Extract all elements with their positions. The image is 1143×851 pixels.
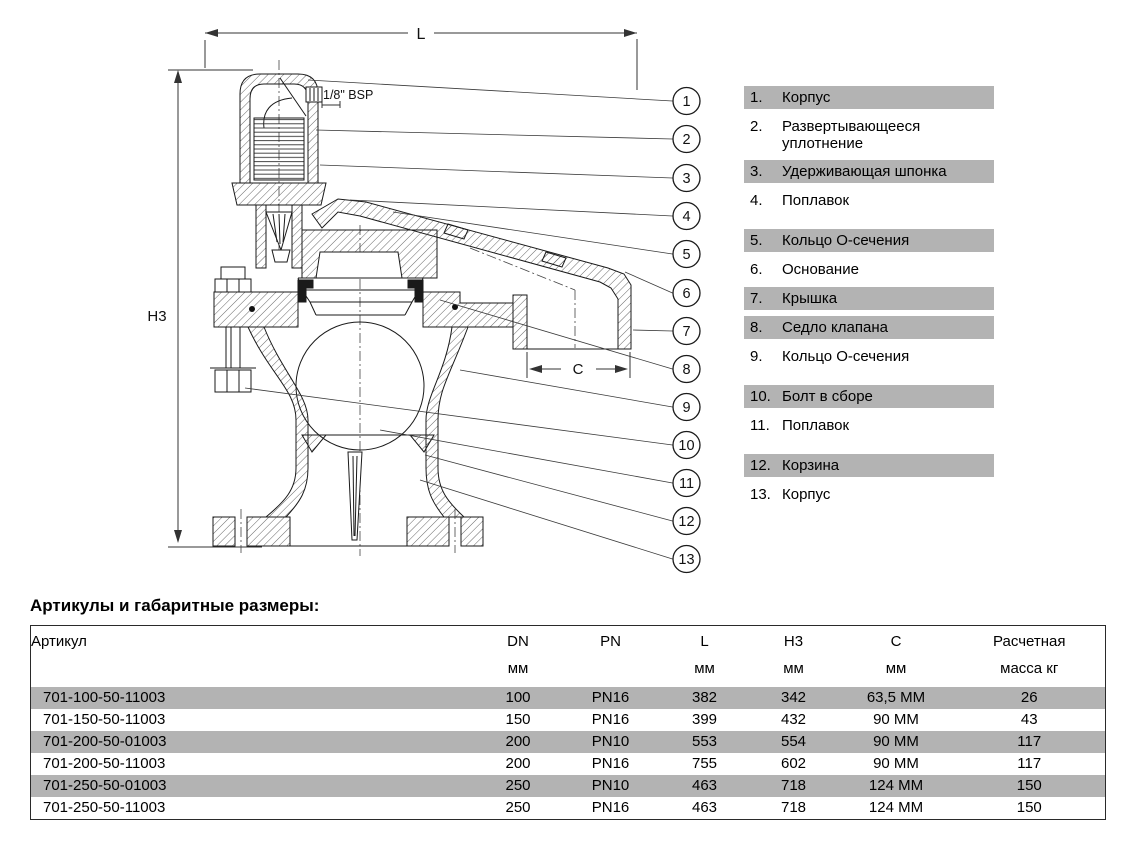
parts-list — [744, 86, 994, 523]
part-label: Поплавок — [782, 192, 850, 209]
callout-number: 1 — [682, 94, 691, 110]
value-cell: 124 ММ — [839, 775, 954, 797]
table-row — [31, 731, 1106, 753]
part-number: 5. — [750, 232, 763, 249]
parts-group — [744, 385, 994, 437]
part-item — [744, 189, 994, 212]
size-table-section — [30, 596, 1106, 820]
leader-line — [633, 330, 673, 331]
value-cell: 150 — [954, 775, 1106, 797]
value-cell: 26 — [954, 687, 1106, 709]
value-cell: 554 — [749, 731, 839, 753]
valve-technical-drawing — [0, 0, 740, 590]
callout-number: 7 — [682, 324, 691, 340]
value-cell: PN16 — [561, 687, 661, 709]
part-item — [744, 316, 994, 339]
column-header: H3 — [783, 633, 804, 650]
table-row — [31, 775, 1106, 797]
part-item — [744, 454, 994, 477]
part-label: Крышка — [782, 290, 838, 307]
part-label: Развертывающееся уплотнение — [782, 118, 921, 152]
article-cell: 701-100-50-11003 — [31, 687, 476, 709]
callout-number: 13 — [678, 552, 695, 568]
part-item — [744, 258, 994, 281]
callout-number: 5 — [682, 247, 691, 263]
part-label: Корпус — [782, 486, 831, 503]
part-label: Корзина — [782, 457, 840, 474]
value-cell: PN10 — [561, 775, 661, 797]
part-number: 7. — [750, 290, 763, 307]
leader-line — [625, 272, 673, 293]
leader-line — [440, 300, 673, 369]
o-ring — [249, 306, 255, 312]
value-cell: 718 — [749, 775, 839, 797]
value-cell: 90 ММ — [873, 755, 919, 772]
table-row — [31, 709, 1106, 731]
article-cell: 701-200-50-11003 — [43, 755, 166, 772]
part-label: Болт в сборе — [782, 388, 873, 405]
part-item — [744, 229, 994, 252]
callout-number: 6 — [682, 286, 691, 302]
part-number: 13. — [750, 486, 771, 503]
part-item — [744, 287, 994, 310]
leader-line — [420, 480, 673, 559]
parts-group — [744, 454, 994, 506]
seat-and-flange — [214, 278, 513, 327]
value-cell: PN16 — [591, 799, 630, 816]
part-label: Удерживающая шпонка — [782, 163, 947, 180]
valve-cross-section — [210, 60, 631, 556]
callout-number: 8 — [682, 362, 691, 378]
value-cell: PN16 — [591, 755, 630, 772]
part-number: 8. — [750, 319, 763, 336]
callout-number: 9 — [682, 400, 691, 416]
value-cell: 382 — [661, 687, 749, 709]
leader-line — [380, 430, 673, 483]
leader-line — [320, 165, 673, 178]
callout-number: 3 — [682, 171, 691, 187]
column-header: Артикул — [31, 633, 87, 650]
value-cell: 117 — [1017, 755, 1042, 772]
table-row — [31, 687, 1106, 709]
callout-number: 12 — [678, 514, 695, 530]
callout-number: 2 — [682, 132, 691, 148]
column-unit — [561, 652, 661, 687]
size-table — [30, 625, 1106, 820]
value-cell: 100 — [476, 687, 561, 709]
column-unit: мм — [507, 660, 529, 677]
part-label: Кольцо О-сечения — [782, 232, 910, 249]
value-cell: 43 — [1020, 711, 1038, 728]
article-cell: 701-200-50-01003 — [31, 731, 476, 753]
bottom-flange — [213, 517, 483, 546]
column-header: C — [890, 633, 902, 650]
leader-line — [425, 455, 673, 521]
value-cell: 463 — [691, 799, 718, 816]
value-cell: 250 — [476, 775, 561, 797]
column-header: DN — [507, 633, 529, 650]
value-cell: 432 — [780, 711, 807, 728]
parts-group — [744, 229, 994, 368]
part-item — [744, 86, 994, 109]
leader-line — [316, 130, 673, 139]
table-header-row — [31, 626, 1106, 653]
part-number: 9. — [750, 348, 763, 365]
bsp-port-text: 1/8" BSP — [323, 88, 374, 102]
dimension-outlet-label: C — [572, 361, 584, 378]
part-item — [744, 160, 994, 183]
column-unit — [31, 652, 476, 687]
part-number: 2. — [750, 118, 763, 135]
seat-seal — [408, 280, 423, 302]
value-cell: 90 ММ — [873, 711, 919, 728]
parts-group — [744, 86, 994, 212]
part-item — [744, 385, 994, 408]
value-cell: 399 — [691, 711, 718, 728]
column-unit: мм — [783, 660, 804, 677]
callout-number: 11 — [678, 476, 695, 492]
value-cell: 250 — [505, 799, 531, 816]
part-item — [744, 115, 994, 154]
column-unit: мм — [694, 660, 715, 677]
part-number: 1. — [750, 89, 763, 106]
part-label: Основание — [782, 261, 859, 278]
value-cell: 200 — [505, 755, 531, 772]
dimension-height-label: H3 — [147, 308, 167, 325]
value-cell: 755 — [691, 755, 718, 772]
column-unit: мм — [885, 660, 907, 677]
article-cell: 701-150-50-11003 — [43, 711, 166, 728]
part-label: Седло клапана — [782, 319, 888, 336]
bsp-port-label — [322, 88, 373, 108]
part-number: 4. — [750, 192, 763, 209]
part-label: Поплавок — [782, 417, 850, 434]
value-cell: PN16 — [591, 711, 630, 728]
value-cell: 117 — [954, 731, 1106, 753]
part-number: 3. — [750, 163, 763, 180]
part-item — [744, 345, 994, 368]
value-cell: 63,5 ММ — [839, 687, 954, 709]
part-number: 12. — [750, 457, 771, 474]
size-table-title: Артикулы и габаритные размеры: — [30, 596, 320, 615]
value-cell: 718 — [780, 799, 807, 816]
part-number: 6. — [750, 261, 763, 278]
table-row — [31, 797, 1106, 820]
callout-number: 10 — [678, 438, 695, 454]
value-cell: 150 — [1016, 799, 1042, 816]
column-header: Расчетная — [993, 633, 1066, 650]
column-header: PN — [600, 633, 621, 650]
callout-number: 4 — [682, 209, 691, 225]
part-label: Корпус — [782, 89, 831, 106]
table-units-row — [31, 652, 1106, 687]
part-number: 10. — [750, 388, 771, 405]
cap-collar — [232, 183, 326, 205]
leader-line — [460, 370, 673, 407]
part-item — [744, 414, 994, 437]
body-shell — [248, 322, 468, 540]
article-cell: 701-250-50-01003 — [31, 775, 476, 797]
part-item — [744, 483, 994, 506]
value-cell: 602 — [780, 755, 807, 772]
value-cell: 463 — [661, 775, 749, 797]
value-cell: 150 — [505, 711, 531, 728]
column-unit: масса кг — [1000, 660, 1059, 677]
value-cell: 342 — [749, 687, 839, 709]
value-cell: 124 ММ — [868, 799, 924, 816]
value-cell: 200 — [476, 731, 561, 753]
value-cell: 90 ММ — [839, 731, 954, 753]
part-label: Кольцо О-сечения — [782, 348, 910, 365]
table-row — [31, 753, 1106, 775]
part-number: 11. — [750, 417, 770, 434]
column-header: L — [700, 633, 709, 650]
cap-float — [254, 118, 304, 180]
dimension-length-label: L — [416, 26, 426, 43]
article-cell: 701-250-50-11003 — [43, 799, 166, 816]
value-cell: 553 — [661, 731, 749, 753]
seat-seal — [298, 280, 313, 302]
dimension-outlet — [527, 352, 630, 378]
value-cell: PN10 — [561, 731, 661, 753]
